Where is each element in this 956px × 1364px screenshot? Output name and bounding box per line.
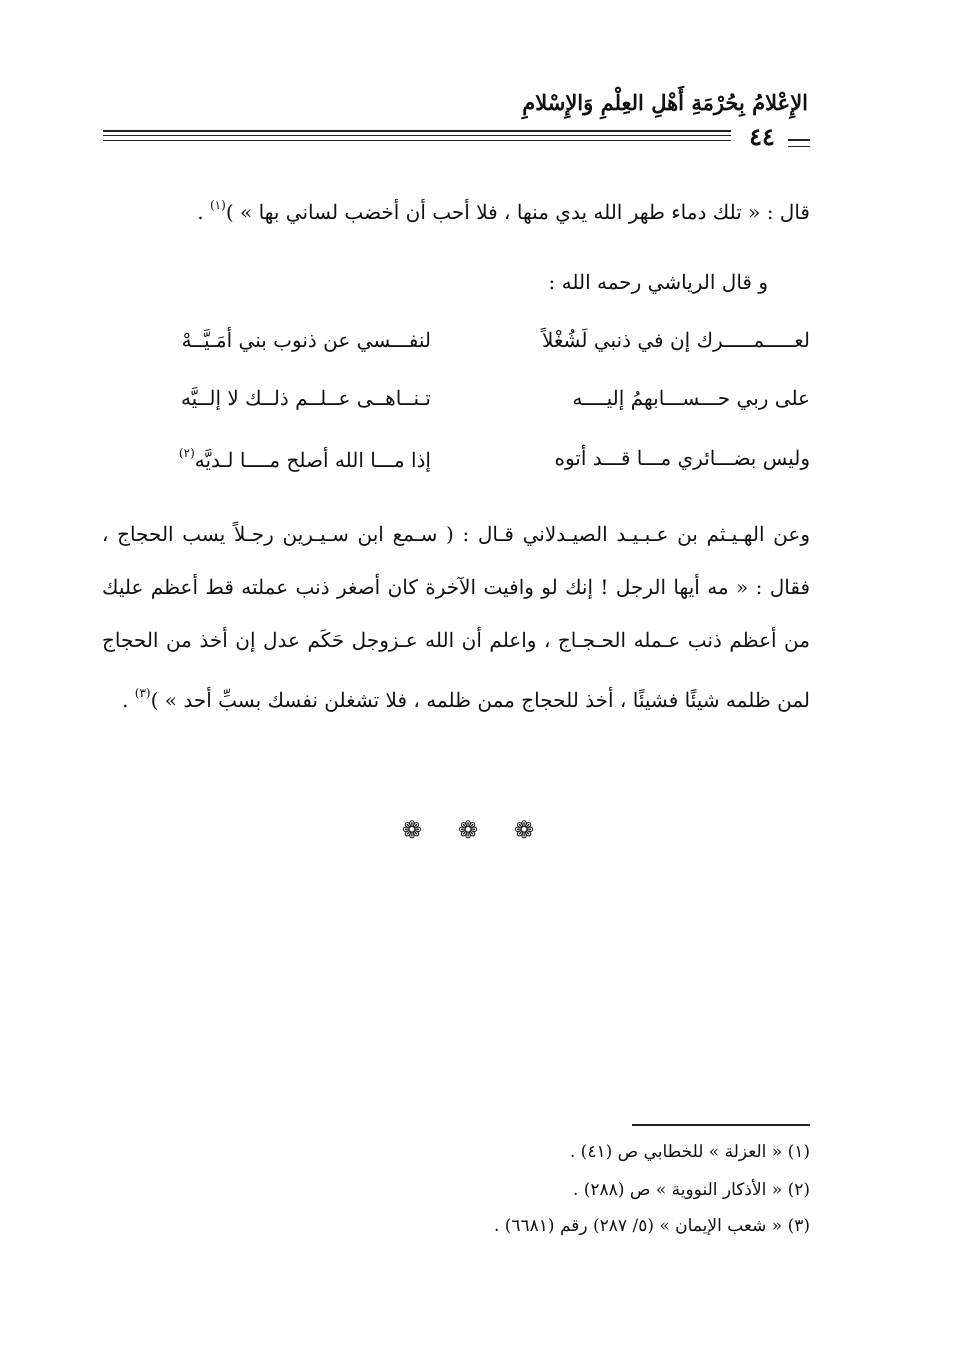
footnote-ref-2[interactable]: (٢) xyxy=(178,446,195,460)
page-number: ٤٤ xyxy=(749,122,775,151)
verse-2-first-hemistich: على ربي حـــســـابهمُ إليــــه xyxy=(572,386,810,410)
body-line-1 xyxy=(197,198,810,224)
footnote-ref-3[interactable]: (٣) xyxy=(134,686,151,700)
body-line-1-end: . xyxy=(197,200,210,224)
flower-ornament-icon: ❁ xyxy=(457,816,499,844)
body-paragraph-end: . xyxy=(122,688,135,712)
flower-ornament-icon: ❁ xyxy=(401,816,442,844)
header-rule-thin xyxy=(103,135,731,136)
body-paragraph xyxy=(102,508,810,727)
footnote-1: (١) « العزلة » للخطابي ص (٤١) . xyxy=(569,1142,810,1162)
section-separator xyxy=(0,816,956,844)
footnote-ref-1[interactable]: (١) xyxy=(209,198,226,212)
header-rule-thick xyxy=(103,130,731,132)
running-header-title: الإِعْلامُ بِحُرْمَةِ أَهْلِ العِلْمِ وَالإِسْلامِ xyxy=(522,90,808,115)
footnote-3: (٣) « شعب الإيمان » (٥/ ٢٨٧) رقم (٦٦٨١) . xyxy=(493,1216,810,1236)
verse-3-first-hemistich: وليس بضـــائري مـــا قـــد أتوه xyxy=(554,446,810,470)
verse-intro: و قال الرياشي رحمه الله : xyxy=(548,270,768,294)
body-line-1-text: قال : « تلك دماء طهر الله يدي منها ، فلا أحب أن أخضب لساني بها » ) xyxy=(225,200,810,224)
verse-1-first-hemistich: لعـــــمـــــرك إن في ذنبي لَشُغْلاً xyxy=(541,328,810,352)
body-paragraph-text: وعن الهـيـثم بن عـبـيـد الصيـدلاني قـال : ( سـمع ابن سـيـرين رجـلاً يسب الحجاج ، فقال : « مه أيها الرجل ! إنك لو وافيت الآخرة كان أصغر ذنب عملته قط أعظم عليك من أعظم ذنب عـمله الحـجـاج ، واعلم أن الله عـزوجل حَكَم عدل إن أخذ من الحجاج لمن ظلمه شيئًا فشيئًا ، أخذ للحجاج ممن ظلمه ، فلا تشغلن نفسك بسبِّ أحد » ) xyxy=(102,522,811,712)
header-rule-thin-2 xyxy=(103,140,731,141)
footnote-rule xyxy=(632,1124,810,1126)
footnote-2: (٢) « الأذكار النووية » ص (٢٨٨) . xyxy=(572,1180,810,1200)
verse-3-second-hemistich xyxy=(131,446,431,472)
verse-1-second-hemistich: لنفـــسي عن ذنوب بني أمَـيَّــهْ xyxy=(181,328,431,352)
verse-2-second-hemistich: تـنــاهــى عــلــم ذلــك لا إلــيَّه xyxy=(180,386,431,410)
verse-3-second-text: إذا مـــا الله أصلح مــــا لـديَّه xyxy=(194,448,431,472)
flower-ornament-icon: ❁ xyxy=(514,816,555,844)
page-number-rule-2 xyxy=(788,146,810,147)
page-number-rule xyxy=(788,139,810,141)
